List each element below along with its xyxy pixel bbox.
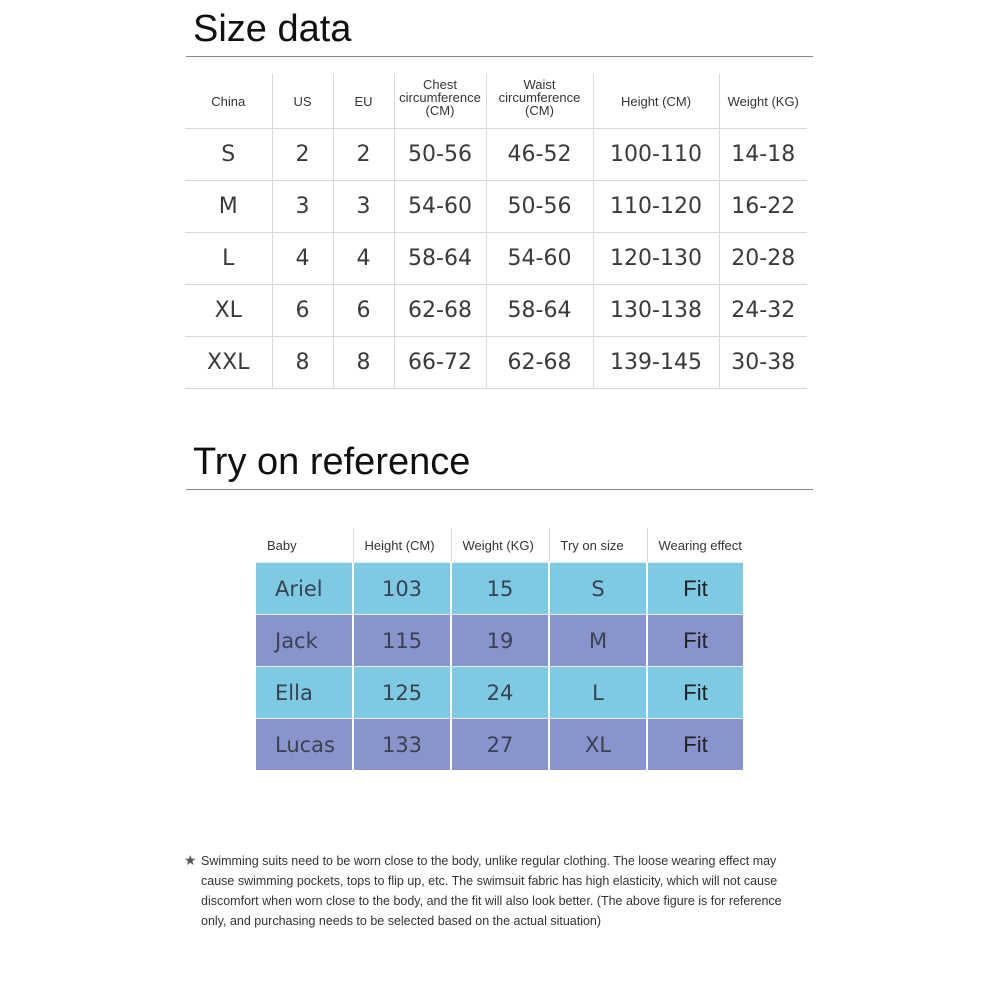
table-cell: 16-22: [719, 181, 807, 233]
table-cell: 19: [451, 615, 549, 667]
column-header: EU: [333, 74, 394, 129]
table-row: [185, 285, 807, 337]
table-cell: 58-64: [394, 233, 486, 285]
table-cell: XL: [549, 719, 647, 771]
wearing-effect: Fit: [647, 667, 743, 719]
title-divider: [186, 489, 813, 490]
table-cell: 2: [272, 129, 333, 181]
table-cell: 3: [272, 181, 333, 233]
table-cell: 133: [353, 719, 451, 771]
size-table: [185, 74, 807, 389]
baby-name: Jack: [256, 615, 353, 667]
table-row: [185, 181, 807, 233]
table-cell: 50-56: [394, 129, 486, 181]
try-on-title: Try on reference: [193, 441, 471, 483]
table-cell: 50-56: [486, 181, 593, 233]
footnote-line: only, and purchasing needs to be selected based on the actual situation): [201, 914, 602, 928]
table-cell: 4: [272, 233, 333, 285]
table-cell: 54-60: [486, 233, 593, 285]
table-cell: S: [185, 129, 272, 181]
wearing-effect: Fit: [647, 563, 743, 615]
table-cell: L: [549, 667, 647, 719]
table-cell: 8: [333, 337, 394, 389]
table-cell: 66-72: [394, 337, 486, 389]
table-cell: 4: [333, 233, 394, 285]
wearing-effect: Fit: [647, 615, 743, 667]
table-cell: 110-120: [593, 181, 719, 233]
table-cell: 115: [353, 615, 451, 667]
table-cell: 3: [333, 181, 394, 233]
table-cell: XL: [185, 285, 272, 337]
table-row: [256, 563, 743, 615]
table-cell: 27: [451, 719, 549, 771]
column-header: Height (CM): [353, 528, 451, 563]
table-cell: 62-68: [394, 285, 486, 337]
column-header: Wearing effect: [647, 528, 743, 563]
table-cell: L: [185, 233, 272, 285]
table-cell: 14-18: [719, 129, 807, 181]
column-header: US: [272, 74, 333, 129]
baby-name: Ariel: [256, 563, 353, 615]
wearing-effect: Fit: [647, 719, 743, 771]
table-cell: 120-130: [593, 233, 719, 285]
table-cell: 6: [272, 285, 333, 337]
table-row: [256, 615, 743, 667]
column-header: Chest circumference (CM): [394, 74, 486, 129]
table-cell: 103: [353, 563, 451, 615]
try-on-table-header: [256, 528, 743, 563]
size-table-header: [185, 74, 807, 129]
table-cell: 125: [353, 667, 451, 719]
table-cell: 8: [272, 337, 333, 389]
table-cell: M: [549, 615, 647, 667]
column-header: Waist circumference (CM): [486, 74, 593, 129]
table-row: [185, 337, 807, 389]
footnote-line: ★ Swimming suits need to be worn close to the body, unlike regular clothing. The loose wearing effect may: [184, 852, 777, 868]
footnote: [184, 850, 834, 931]
column-header: Height (CM): [593, 74, 719, 129]
table-row: [256, 667, 743, 719]
table-cell: 46-52: [486, 129, 593, 181]
star-icon: ★: [184, 852, 197, 868]
baby-name: Ella: [256, 667, 353, 719]
baby-name: Lucas: [256, 719, 353, 771]
table-cell: 54-60: [394, 181, 486, 233]
table-cell: 139-145: [593, 337, 719, 389]
table-cell: 130-138: [593, 285, 719, 337]
table-row: [185, 129, 807, 181]
column-header: China: [185, 74, 272, 129]
size-data-title: Size data: [193, 8, 352, 50]
table-row: [256, 719, 743, 771]
try-on-table: [256, 528, 743, 770]
table-cell: 62-68: [486, 337, 593, 389]
table-cell: 24: [451, 667, 549, 719]
column-header: Try on size: [549, 528, 647, 563]
table-cell: XXL: [185, 337, 272, 389]
table-cell: 2: [333, 129, 394, 181]
column-header: Weight (KG): [451, 528, 549, 563]
column-header: Weight (KG): [719, 74, 807, 129]
table-cell: 15: [451, 563, 549, 615]
table-cell: 30-38: [719, 337, 807, 389]
footnote-line: cause swimming pockets, tops to flip up, etc. The swimsuit fabric has high elasticity, which will not cause: [201, 874, 778, 888]
table-cell: 24-32: [719, 285, 807, 337]
table-cell: S: [549, 563, 647, 615]
footnote-line: discomfort when worn close to the body, and the fit will also look better. (The above figure is for reference: [201, 894, 782, 908]
table-cell: 6: [333, 285, 394, 337]
table-cell: 20-28: [719, 233, 807, 285]
column-header: Baby: [267, 537, 297, 553]
table-cell: 58-64: [486, 285, 593, 337]
title-divider: [186, 56, 813, 57]
table-cell: 100-110: [593, 129, 719, 181]
table-cell: M: [185, 181, 272, 233]
table-row: [185, 233, 807, 285]
